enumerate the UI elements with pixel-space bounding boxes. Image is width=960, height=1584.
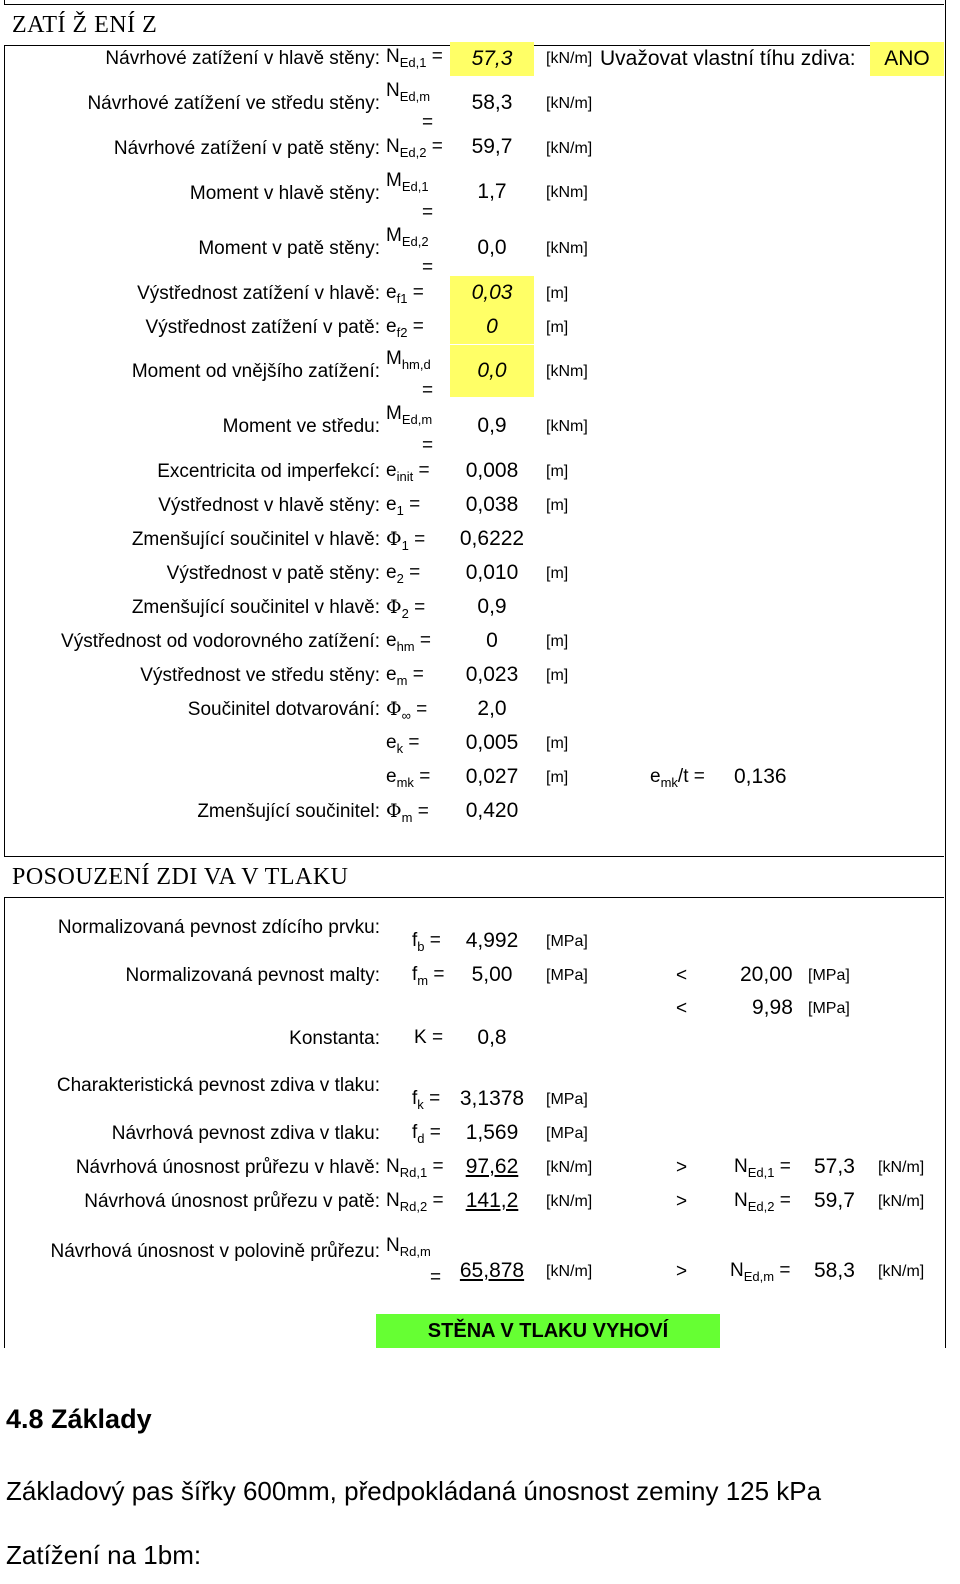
row-unit: [m] xyxy=(546,285,569,302)
row-value: 2,0 xyxy=(477,697,507,720)
row-value: 1,569 xyxy=(465,1121,519,1144)
row-symbol: $N_{Rd,m}$ = xyxy=(386,1235,442,1288)
row-label: Návrhová únosnost průřezu v patě: xyxy=(84,1191,380,1212)
limit-operator: < xyxy=(676,965,688,986)
row-symbol: $f_k$ = xyxy=(412,1088,441,1112)
row-value: 0,6222 xyxy=(459,527,525,550)
limit-value: 9,98 xyxy=(752,996,793,1019)
check-symbol: $N_{Ed,1}$ = xyxy=(734,1156,791,1180)
check-unit: [kN/m] xyxy=(878,1193,925,1210)
row-unit: [kN/m] xyxy=(546,1263,593,1280)
row-symbol: $\Phi_2$ = xyxy=(386,596,426,621)
row-value: 0,9 xyxy=(477,595,507,618)
row-unit: [kN/m] xyxy=(546,140,593,157)
ratio-label: $e_{mk}/t$ = xyxy=(650,766,705,790)
row-value-input[interactable]: 57,3 xyxy=(450,42,534,76)
row-symbol: $f_m$ = xyxy=(412,964,445,988)
row-value: 5,00 xyxy=(471,963,513,986)
own-weight-value[interactable]: ANO xyxy=(870,42,944,76)
row-symbol: $e_{init}$ = xyxy=(386,460,430,484)
row-label: Návrhová pevnost zdiva v tlaku: xyxy=(111,1123,380,1144)
row-symbol: $M_{Ed,2}$ = xyxy=(386,225,434,278)
own-weight-label: Uvažovat vlastní tíhu zdiva: xyxy=(600,47,856,70)
row-symbol: $e_2$ = xyxy=(386,562,421,586)
row-label: Výstřednost zatížení v patě: xyxy=(145,317,380,338)
row-symbol: K = xyxy=(414,1027,444,1048)
row-value: 0,027 xyxy=(465,765,519,788)
section-title: ZATÍ Ž ENÍ Z xyxy=(12,12,158,38)
row-symbol: $N_{Rd,1}$ = xyxy=(386,1156,444,1180)
row-unit: [m] xyxy=(546,463,569,480)
row-label: Výstřednost od vodorovného zatížení: xyxy=(61,631,380,652)
paragraph: Základový pas šířky 600mm, předpokládaná únosnost zeminy 125 kPa xyxy=(6,1476,822,1506)
row-label: Moment od vnějšího zatížení: xyxy=(131,361,380,382)
row-value: 65,878 xyxy=(459,1259,525,1282)
check-value: 58,3 xyxy=(814,1259,855,1282)
limit-operator: < xyxy=(676,998,688,1019)
check-symbol: $N_{Ed,2}$ = xyxy=(734,1190,791,1214)
row-symbol: $f_b$ = xyxy=(412,930,441,954)
row-value: 0,023 xyxy=(465,663,519,686)
row-label: Výstřednost v patě stěny: xyxy=(166,563,380,584)
row-value-input[interactable]: 0,03 xyxy=(450,276,534,310)
ratio-value: 0,136 xyxy=(734,765,787,788)
row-label: Součinitel dotvarování: xyxy=(187,699,380,720)
row-symbol: $M_{hm,d}$ = xyxy=(386,348,434,401)
check-operator: > xyxy=(676,1157,688,1178)
row-unit: [MPa] xyxy=(546,1125,588,1142)
row-label: Excentricita od imperfekcí: xyxy=(157,461,380,482)
row-symbol: $e_{mk}$ = xyxy=(386,766,431,790)
row-value: 0,038 xyxy=(465,493,519,516)
row-value: 59,7 xyxy=(471,135,513,158)
row-label: Výstřednost zatížení v hlavě: xyxy=(137,283,380,304)
limit-unit: [MPa] xyxy=(808,967,850,984)
row-unit: [kNm] xyxy=(546,240,588,257)
row-unit: [m] xyxy=(546,319,569,336)
row-symbol: $f_d$ = xyxy=(412,1122,441,1146)
row-value-input[interactable]: 0 xyxy=(450,310,534,344)
row-symbol: $e_{hm}$ = xyxy=(386,630,432,654)
section-header-check xyxy=(4,856,944,898)
row-value: 3,1378 xyxy=(459,1087,525,1110)
row-unit: [m] xyxy=(546,667,569,684)
row-unit: [kN/m] xyxy=(546,95,593,112)
row-symbol: $\Phi_m$ = xyxy=(386,800,429,825)
row-label: Charakteristická pevnost zdiva v tlaku: xyxy=(56,1075,380,1096)
row-label: Návrhové zatížení ve středu stěny: xyxy=(87,93,380,114)
limit-unit: [MPa] xyxy=(808,1000,850,1017)
row-unit: [MPa] xyxy=(546,1091,588,1108)
row-label: Výstřednost ve středu stěny: xyxy=(140,665,380,686)
check-operator: > xyxy=(676,1191,688,1212)
check-symbol: $N_{Ed,m}$ = xyxy=(730,1260,791,1284)
row-label: Normalizovaná pevnost malty: xyxy=(125,965,380,986)
row-unit: [m] xyxy=(546,769,569,786)
row-symbol: $N_{Ed,m}$ = xyxy=(386,80,434,133)
row-value: 141,2 xyxy=(465,1189,519,1212)
row-symbol: $e_1$ = xyxy=(386,494,421,518)
row-unit: [kNm] xyxy=(546,184,588,201)
row-value: 0,8 xyxy=(477,1026,507,1049)
row-label: Moment v hlavě stěny: xyxy=(189,183,380,204)
row-unit: [kN/m] xyxy=(546,1193,593,1210)
row-value: 0,420 xyxy=(465,799,519,822)
row-unit: [MPa] xyxy=(546,967,588,984)
row-label: Zmenšující součinitel: xyxy=(197,801,380,822)
section-header-loads xyxy=(4,4,944,46)
row-label: Návrhová únosnost v polovině průřezu: xyxy=(50,1241,380,1262)
row-symbol: $N_{Rd,2}$ = xyxy=(386,1190,444,1214)
row-label: Moment ve středu: xyxy=(222,416,380,437)
row-value: 0,0 xyxy=(477,236,507,259)
row-symbol: $\Phi_\infty$ = xyxy=(386,698,428,723)
row-label: Návrhová únosnost průřezu v hlavě: xyxy=(75,1157,380,1178)
row-value: 4,992 xyxy=(465,929,519,952)
row-symbol: $M_{Ed,m}$ = xyxy=(386,403,434,456)
row-value: 0,010 xyxy=(465,561,519,584)
row-value: 1,7 xyxy=(477,180,507,203)
row-label: Návrhové zatížení v patě stěny: xyxy=(113,138,380,159)
row-label: Zmenšující součinitel v hlavě: xyxy=(131,597,380,618)
row-symbol: $e_{f1}$ = xyxy=(386,282,424,306)
check-value: 57,3 xyxy=(814,1155,855,1178)
row-value: 0,008 xyxy=(465,459,519,482)
row-unit: [kN/m] xyxy=(546,1159,593,1176)
row-label: Zmenšující součinitel v hlavě: xyxy=(131,529,380,550)
row-unit: [kNm] xyxy=(546,363,588,380)
row-unit: [m] xyxy=(546,497,569,514)
row-value: 97,62 xyxy=(465,1155,519,1178)
row-value: 0 xyxy=(486,629,498,652)
row-symbol: $N_{Ed,2}$ = xyxy=(386,136,443,160)
row-unit: [kNm] xyxy=(546,418,588,435)
row-label: Normalizovaná pevnost zdícího prvku: xyxy=(57,917,380,938)
row-label: Návrhové zatížení v hlavě stěny: xyxy=(105,48,380,69)
row-symbol: $e_m$ = xyxy=(386,664,424,688)
row-unit: [MPa] xyxy=(546,933,588,950)
check-value: 59,7 xyxy=(814,1189,855,1212)
row-value: 0,9 xyxy=(477,414,507,437)
row-unit: [m] xyxy=(546,735,569,752)
row-symbol: $M_{Ed,1}$ = xyxy=(386,170,434,223)
result-banner: STĚNA V TLAKU VYHOVÍ xyxy=(376,1314,720,1348)
row-symbol: $e_{f2}$ = xyxy=(386,316,424,340)
check-unit: [kN/m] xyxy=(878,1263,925,1280)
row-value-input[interactable]: 0,0 xyxy=(450,345,534,397)
row-value: 58,3 xyxy=(471,91,513,114)
row-symbol: $N_{Ed,1}$ = xyxy=(386,46,443,70)
row-label: Konstanta: xyxy=(289,1028,380,1049)
row-unit: [kN/m] xyxy=(546,50,593,67)
row-symbol: $e_k$ = xyxy=(386,732,420,756)
limit-value: 20,00 xyxy=(740,963,793,986)
row-unit: [m] xyxy=(546,565,569,582)
row-label: Moment v patě stěny: xyxy=(198,238,380,259)
section-heading: 4.8 Základy xyxy=(6,1404,152,1434)
row-value: 0,005 xyxy=(465,731,519,754)
check-unit: [kN/m] xyxy=(878,1159,925,1176)
row-symbol: $\Phi_1$ = xyxy=(386,528,426,553)
paragraph: Zatížení na 1bm: xyxy=(6,1540,202,1570)
row-label: Výstřednost v hlavě stěny: xyxy=(158,495,380,516)
section-title: POSOUZENÍ ZDI VA V TLAKU xyxy=(12,864,349,890)
row-unit: [m] xyxy=(546,633,569,650)
check-operator: > xyxy=(676,1261,688,1282)
